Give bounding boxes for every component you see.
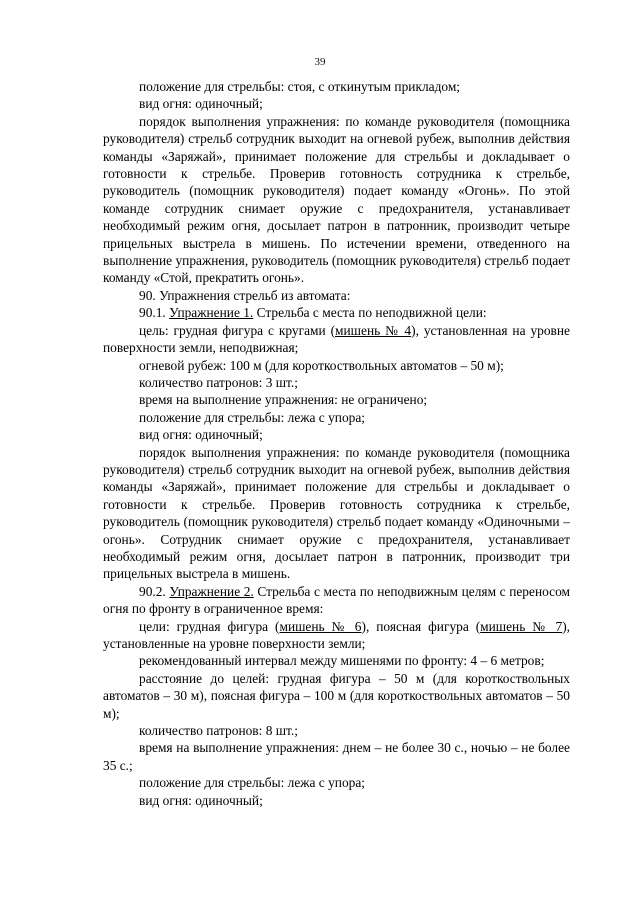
page-number: 39 <box>314 56 326 68</box>
text-fragment: 90.1. <box>139 305 170 321</box>
paragraph-targets <box>103 618 570 653</box>
paragraph-cartridges: количество патронов: 3 шт.; <box>139 374 298 390</box>
paragraph-position-2: положение для стрельбы: лежа с упора; <box>139 775 366 791</box>
text-fragment: цели: грудная фигура ( <box>139 618 280 634</box>
paragraph-fire-mode-2: вид огня: одиночный; <box>139 427 263 443</box>
paragraph-distance: расстояние до целей: грудная фигура – 50 м (для короткоствольных автоматов – 30 м), поясная фигура – 100 м (для короткоствольных автоматов – 50 м); <box>103 670 570 721</box>
target-6-link[interactable]: мишень № 6 <box>279 618 362 634</box>
paragraph-exercise-2 <box>103 583 570 618</box>
text-fragment: цель: грудная фигура с кругами ( <box>139 322 336 338</box>
paragraph-position: положение для стрельбы: лежа с упора; <box>139 409 366 425</box>
text-fragment: 90.2. <box>139 583 170 599</box>
paragraph-firing-position: положение для стрельбы: стоя, с откинутым прикладом; <box>139 79 461 94</box>
text-fragment: ), установленные на уровне поверхности земли; <box>103 618 570 651</box>
text-fragment: ), установленная на уровне поверхности земли, неподвижная; <box>103 322 570 356</box>
text-fragment: ), поясная фигура ( <box>361 618 481 634</box>
exercise-1-link[interactable]: Упражнение 1. <box>169 305 254 321</box>
paragraph-fire-mode: вид огня: одиночный; <box>139 96 263 112</box>
target-7-link[interactable]: мишень № 7 <box>480 618 563 634</box>
paragraph-firing-line: огневой рубеж: 100 м (для короткоствольных автоматов – 50 м); <box>139 357 504 373</box>
paragraph-interval: рекомендованный интервал между мишенями по фронту: 4 – 6 метров; <box>139 653 545 669</box>
target-4-link[interactable]: мишень № 4 <box>335 322 412 338</box>
document-body <box>103 78 570 809</box>
paragraph-target <box>103 322 570 357</box>
paragraph-time: время на выполнение упражнения: не ограничено; <box>139 392 428 408</box>
text-fragment: Стрельба с места по неподвижной цели: <box>253 305 487 321</box>
text-fragment: Стрельба с места по неподвижным целям с переносом огня по фронту в ограниченное время: <box>103 583 570 617</box>
paragraph-section-90: 90. Упражнения стрельб из автомата: <box>139 287 351 303</box>
paragraph-procedure-2: порядок выполнения упражнения: по команде руководителя (помощника руководителя) стрельб сотрудник выходит на огневой рубеж, выполнив действия команды «Заряжай», принимает положение для стрельбы и докладывает о готовности к стрельбе. Проверив готовность сотрудника к стрельбе, руководитель (помощник руководителя) стрельб подает команду «Одиночными – огонь». Сотрудник снимает оружие с предохранителя, устанавливает необходимый режим огня, досылает патрон в патронник, производит три прицельных выстрела в мишень. <box>103 444 570 582</box>
paragraph-exercise-1 <box>103 304 570 321</box>
paragraph-time-2: время на выполнение упражнения: днем – не более 30 с., ночью – не более 35 с.; <box>103 740 570 773</box>
paragraph-fire-mode-3: вид огня: одиночный; <box>139 792 263 808</box>
paragraph-cartridges-2: количество патронов: 8 шт.; <box>139 723 298 739</box>
exercise-2-link[interactable]: Упражнение 2. <box>169 583 254 599</box>
paragraph-procedure: порядок выполнения упражнения: по команде руководителя (помощника руководителя) стрельб сотрудник выходит на огневой рубеж, выполнив действия команды «Заряжай», принимает положение для стрельбы и докладывает о готовности к стрельбе. Проверив готовность сотрудника к стрельбе, руководитель (помощник руководителя) подает команду «Огонь». По этой команде сотрудник снимает оружие с предохранителя, устанавливает необходимый режим огня, досылает патрон в патронник, производит четыре прицельных выстрела в мишень. По истечении времени, отведенного на выполнение упражнения, руководитель (помощник руководителя) стрельб подает команду «Стой, прекратить огонь». <box>103 113 570 286</box>
